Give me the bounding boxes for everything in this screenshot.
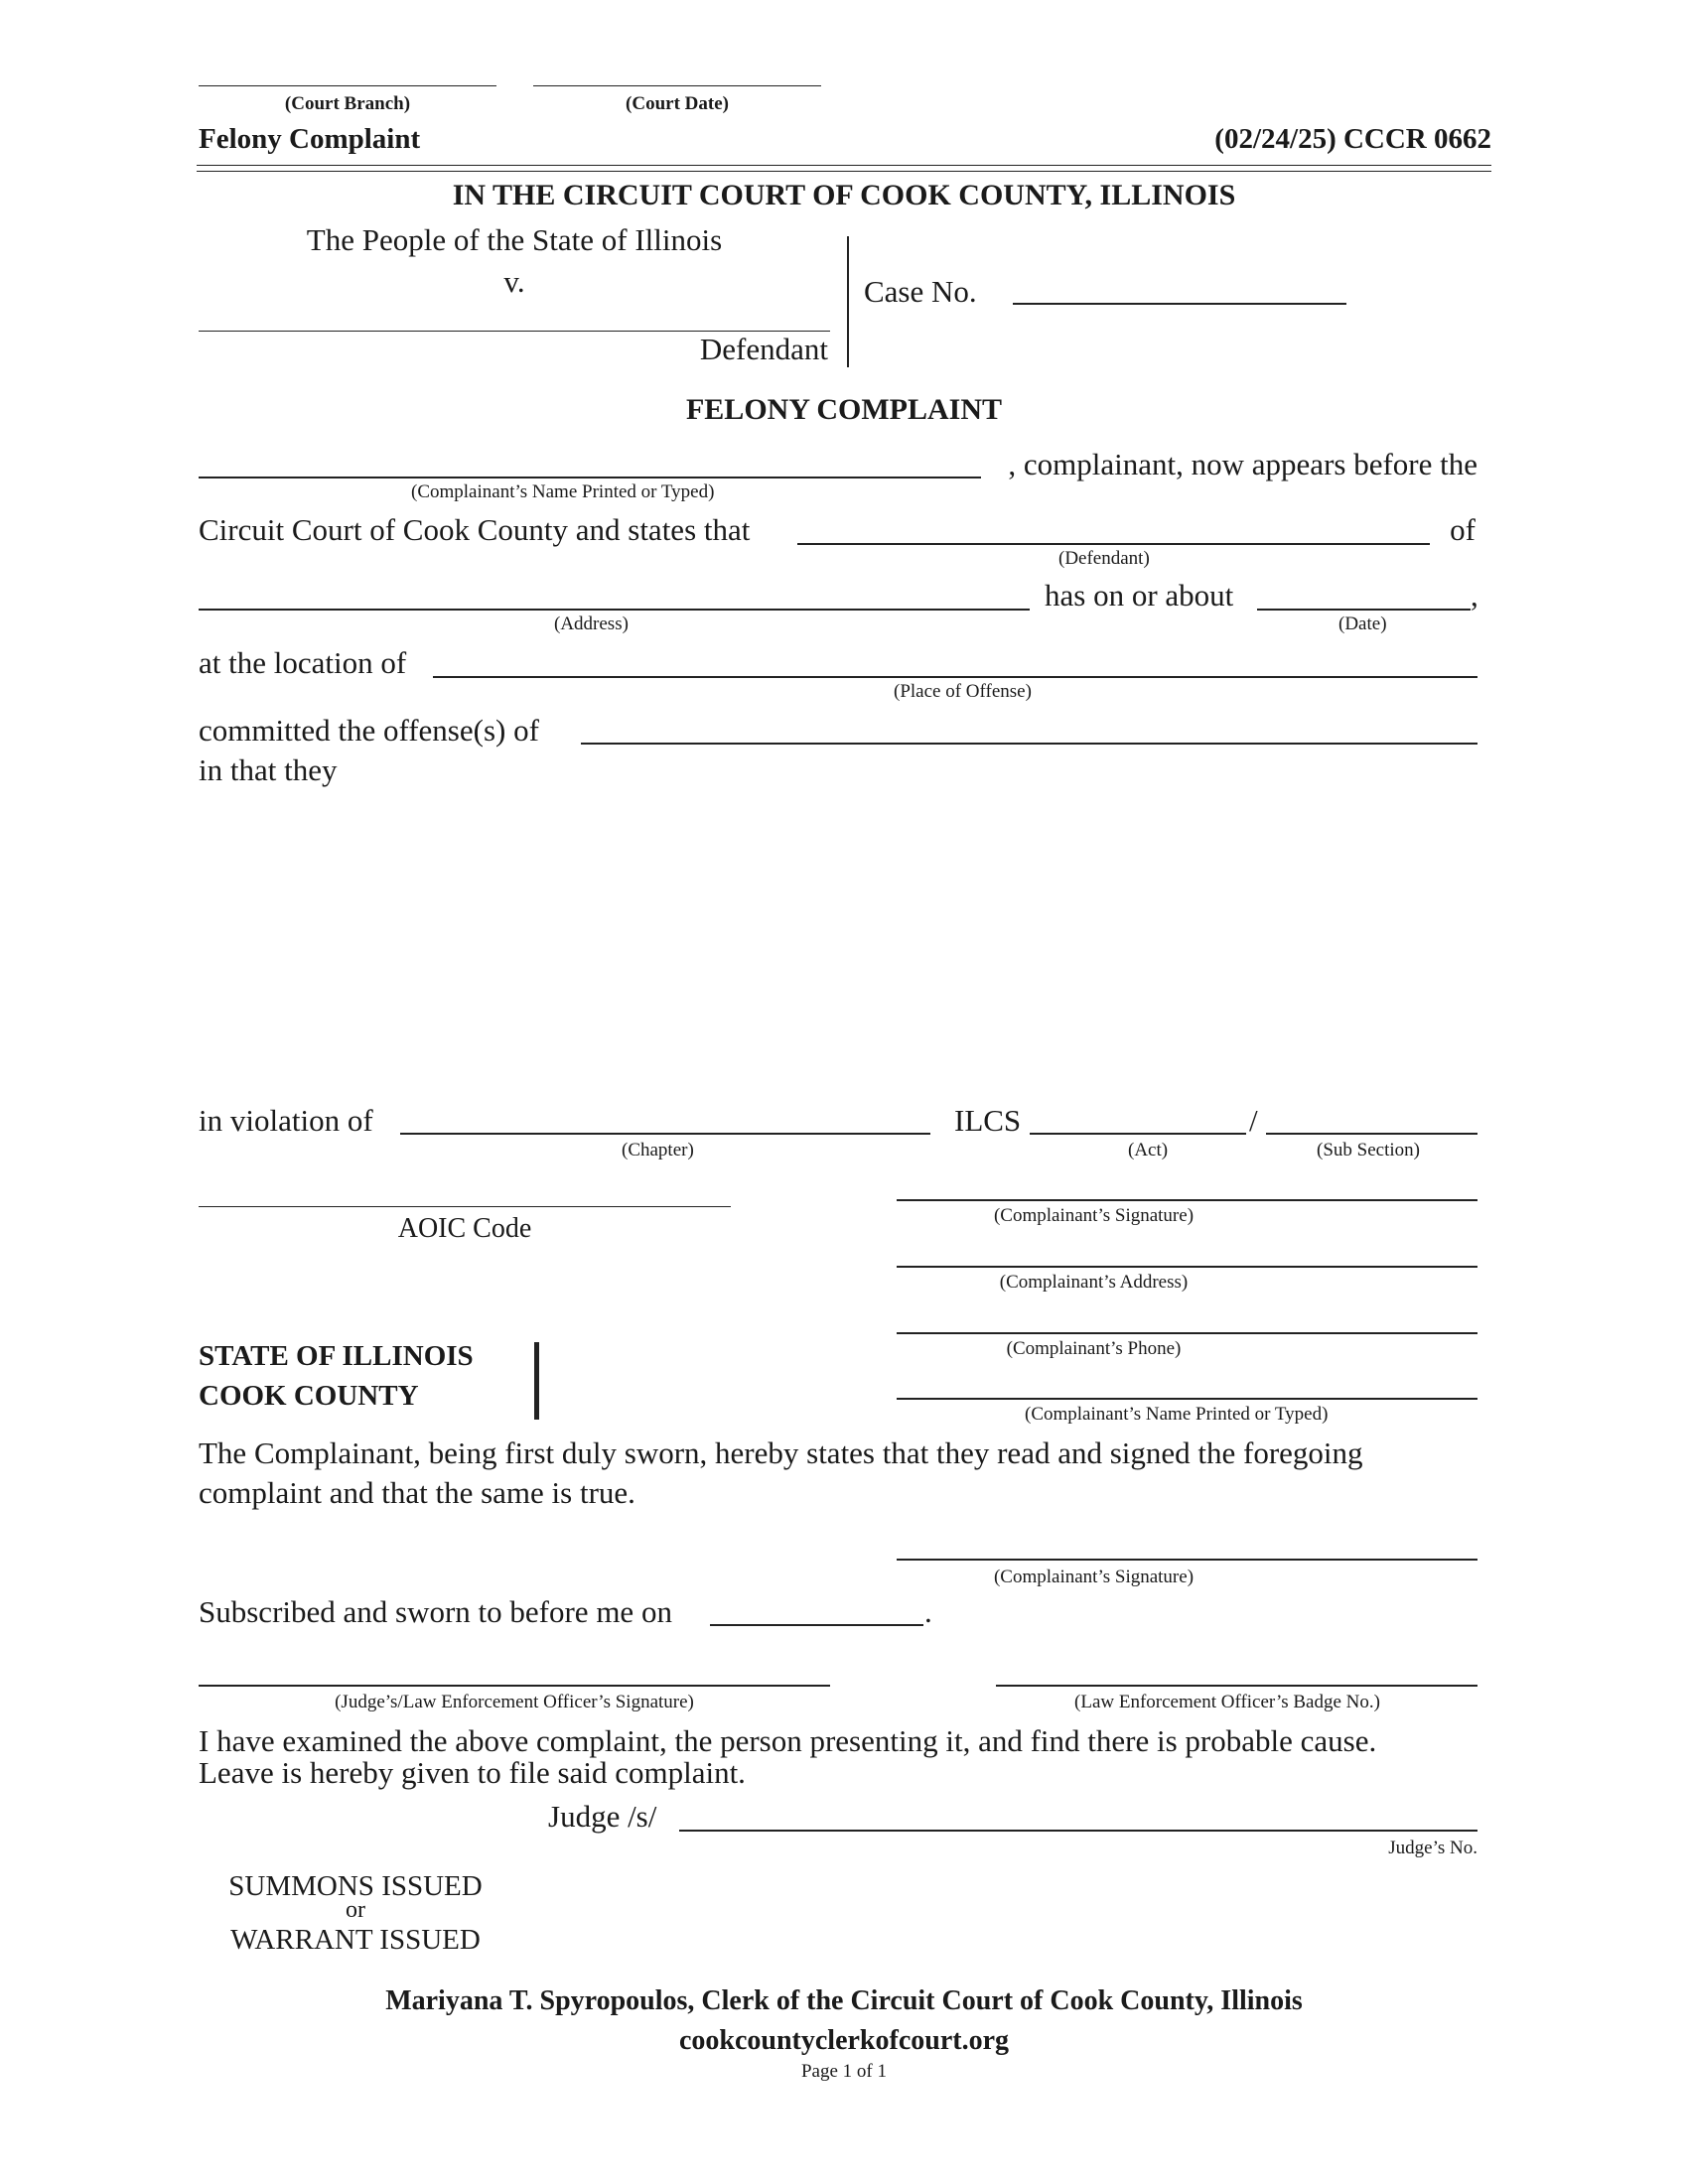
complainant-signature-label: (Complainant’s Signature) bbox=[993, 1205, 1195, 1226]
venue-bracket bbox=[534, 1342, 539, 1420]
court-date-label: (Court Date) bbox=[626, 93, 729, 114]
sworn-signature-field[interactable] bbox=[897, 1559, 1477, 1561]
state-of-illinois: STATE OF ILLINOIS bbox=[199, 1340, 474, 1372]
act-slash: / bbox=[1249, 1103, 1258, 1138]
subscribed-date-field[interactable] bbox=[710, 1624, 923, 1626]
cook-county: COOK COUNTY bbox=[199, 1380, 419, 1412]
aoic-code-label: AOIC Code bbox=[397, 1213, 532, 1244]
case-no-label: Case No. bbox=[864, 274, 977, 309]
complainant-signature-field[interactable] bbox=[897, 1199, 1477, 1201]
complainant-printed-name-label: (Complainant’s Name Printed or Typed) bbox=[1025, 1404, 1329, 1425]
complainant-address-label: (Complainant’s Address) bbox=[999, 1272, 1189, 1293]
address-label: (Address) bbox=[554, 614, 629, 634]
clerk-line: Mariyana T. Spyropoulos, Clerk of the Circuit Court of Cook County, Illinois bbox=[385, 1985, 1303, 2016]
place-field[interactable] bbox=[433, 676, 1477, 678]
complainant-phone-field[interactable] bbox=[897, 1332, 1477, 1334]
defendant-field[interactable] bbox=[797, 543, 1430, 545]
offense-field[interactable] bbox=[581, 743, 1477, 745]
subsection-field[interactable] bbox=[1266, 1133, 1477, 1135]
location-text: at the location of bbox=[199, 645, 407, 680]
form-code: (02/24/25) CCCR 0662 bbox=[1214, 123, 1491, 155]
complainant-printed-name-field[interactable] bbox=[897, 1398, 1477, 1400]
subscribed-text: Subscribed and sworn to before me on bbox=[199, 1594, 672, 1629]
address-field[interactable] bbox=[199, 609, 1030, 611]
chapter-label: (Chapter) bbox=[622, 1140, 694, 1160]
date-comma: , bbox=[1471, 578, 1478, 613]
act-label: (Act) bbox=[1128, 1140, 1169, 1160]
act-field[interactable] bbox=[1030, 1133, 1246, 1135]
complainant-phone-label: (Complainant’s Phone) bbox=[1006, 1338, 1182, 1359]
court-branch-field[interactable] bbox=[199, 85, 496, 86]
form-title: Felony Complaint bbox=[199, 123, 421, 155]
sworn-text-2: complaint and that the same is true. bbox=[199, 1475, 635, 1510]
violation-text: in violation of bbox=[199, 1103, 373, 1138]
warrant-issued: WARRANT ISSUED bbox=[230, 1924, 481, 1956]
chapter-field[interactable] bbox=[400, 1133, 930, 1135]
complainant-name-label: (Complainant’s Name Printed or Typed) bbox=[411, 481, 715, 502]
judge-officer-signature-label: (Judge’s/Law Enforcement Officer’s Signature) bbox=[335, 1692, 694, 1712]
examined-text-1: I have examined the above complaint, the person presenting it, and find there is probable cause. bbox=[199, 1723, 1377, 1758]
ilcs-text: ILCS bbox=[954, 1103, 1022, 1138]
judge-text: Judge /s/ bbox=[548, 1799, 657, 1834]
complainant-name-field[interactable] bbox=[199, 477, 981, 478]
committed-text: committed the offense(s) of bbox=[199, 713, 539, 748]
header-rule-top bbox=[197, 165, 1491, 166]
clerk-website[interactable]: cookcountyclerkofcourt.org bbox=[678, 2025, 1010, 2056]
page-number: Page 1 of 1 bbox=[800, 2061, 887, 2082]
court-name: IN THE CIRCUIT COURT OF COOK COUNTY, ILLINOIS bbox=[452, 179, 1236, 211]
aoic-code-field[interactable] bbox=[199, 1206, 731, 1207]
of-text: of bbox=[1450, 512, 1476, 547]
defendant-field-label: (Defendant) bbox=[1058, 548, 1150, 569]
case-no-field[interactable] bbox=[1013, 303, 1346, 305]
appears-text: , complainant, now appears before the bbox=[1008, 447, 1477, 481]
judge-officer-signature-field[interactable] bbox=[199, 1685, 830, 1687]
circuit-text: Circuit Court of Cook County and states that bbox=[199, 512, 751, 547]
defendant-label: Defendant bbox=[699, 332, 828, 366]
court-branch-label: (Court Branch) bbox=[284, 93, 411, 114]
sworn-text-1: The Complainant, being first duly sworn, hereby states that they read and signed the foregoing bbox=[199, 1435, 1363, 1470]
date-label: (Date) bbox=[1338, 614, 1387, 634]
summons-or: or bbox=[346, 1897, 365, 1923]
sworn-signature-label: (Complainant’s Signature) bbox=[993, 1567, 1195, 1587]
court-date-field[interactable] bbox=[533, 85, 821, 86]
badge-number-label: (Law Enforcement Officer’s Badge No.) bbox=[1074, 1692, 1380, 1712]
has-on-text: has on or about bbox=[1045, 578, 1234, 613]
complainant-address-field[interactable] bbox=[897, 1266, 1477, 1268]
place-label: (Place of Offense) bbox=[894, 681, 1032, 702]
badge-number-field[interactable] bbox=[996, 1685, 1477, 1687]
subscribed-period: . bbox=[924, 1594, 932, 1629]
summons-issued: SUMMONS ISSUED bbox=[228, 1870, 483, 1902]
subsection-label: (Sub Section) bbox=[1317, 1140, 1420, 1160]
in-that-text: in that they bbox=[199, 752, 338, 787]
complaint-title: FELONY COMPLAINT bbox=[685, 393, 1003, 426]
versus: v. bbox=[503, 264, 525, 299]
plaintiff-name: The People of the State of Illinois bbox=[306, 222, 723, 257]
caption-divider bbox=[847, 236, 849, 367]
examined-text-2: Leave is hereby given to file said complaint. bbox=[199, 1755, 746, 1790]
judge-number-label: Judge’s No. bbox=[1388, 1838, 1477, 1858]
header-rule-bottom bbox=[197, 171, 1491, 172]
date-field[interactable] bbox=[1257, 609, 1471, 611]
judge-signature-field[interactable] bbox=[679, 1830, 1477, 1832]
